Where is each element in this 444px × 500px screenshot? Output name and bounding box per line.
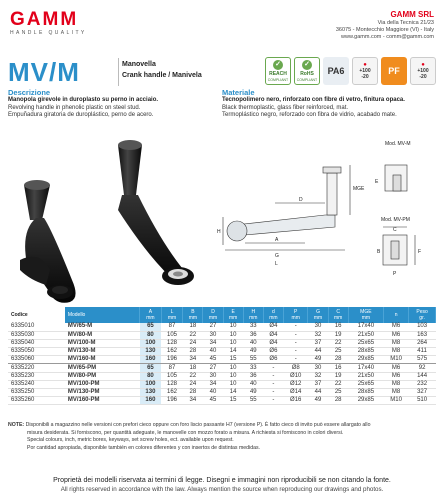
- dim-c: C: [393, 227, 397, 233]
- table-cell: 15: [223, 356, 243, 364]
- table-cell: 6335030: [8, 331, 65, 339]
- table-cell: 28: [328, 356, 348, 364]
- table-cell: 162: [161, 348, 183, 356]
- table-cell: MV/160-M: [65, 356, 140, 364]
- column-header-label: H: [251, 309, 256, 315]
- description-en: Revolving handle in phenolic plastic on steel stud.: [8, 104, 141, 111]
- table-cell: 19: [328, 331, 348, 339]
- company-block: [336, 10, 434, 41]
- table-cell: 6335250: [8, 389, 65, 397]
- footer: [0, 476, 444, 494]
- table-cell: 130: [140, 389, 162, 397]
- reach-sublabel: COMPLIANT: [267, 77, 289, 82]
- table-cell: 232: [409, 380, 436, 388]
- notes-block: [8, 422, 436, 452]
- table-cell: 28: [328, 397, 348, 405]
- table-cell: MV/65-PM: [65, 364, 140, 372]
- column-header-unit: mm: [228, 315, 238, 321]
- note-label: NOTE:: [8, 422, 25, 428]
- check-icon: ✓: [273, 60, 283, 70]
- product-name-it: Manovella: [122, 61, 156, 68]
- column-header-label: Modello: [67, 312, 86, 318]
- column-header: [263, 307, 283, 323]
- table-cell: 49: [243, 348, 263, 356]
- mod-pm-label: Mod. MV-PM: [381, 217, 410, 223]
- product-photo: [10, 130, 210, 310]
- table-cell: 16: [328, 323, 348, 331]
- table-cell: Ø4: [263, 323, 283, 331]
- table-cell: 28: [183, 348, 203, 356]
- table-cell: 264: [409, 339, 436, 347]
- product-names: [122, 59, 202, 81]
- column-header: [409, 307, 436, 323]
- table-cell: M8: [384, 339, 409, 347]
- table-cell: 36: [243, 331, 263, 339]
- dim-p: P: [393, 271, 397, 277]
- column-header-label: A: [148, 309, 153, 315]
- column-header-label: C: [336, 309, 340, 315]
- column-header-label: MGE: [360, 309, 372, 315]
- table-cell: 10: [223, 331, 243, 339]
- table-cell: 65: [140, 323, 162, 331]
- column-header-label: L: [170, 309, 174, 315]
- table-cell: -: [263, 364, 283, 372]
- table-cell: M6: [384, 372, 409, 380]
- note-line-3: Special colours, inch, metric bores, keyways, set screw holes, ect. available upon request.: [27, 437, 234, 444]
- column-header: [140, 307, 162, 323]
- table-cell: 6335050: [8, 348, 65, 356]
- table-cell: -: [284, 356, 308, 364]
- material-es: Termoplástico negro, reforzado con fibra de vidrio, acabado mate.: [222, 112, 397, 118]
- table-cell: 44: [308, 389, 328, 397]
- table-cell: M10: [384, 397, 409, 405]
- column-header: [328, 307, 348, 323]
- technical-drawing: [215, 135, 437, 305]
- table-cell: 15: [223, 397, 243, 405]
- table-cell: 25x65: [348, 339, 383, 347]
- table-cell: 87: [161, 323, 183, 331]
- table-cell: Ø12: [284, 380, 308, 388]
- column-header-label: D: [211, 309, 215, 315]
- temp-min: -20: [361, 74, 369, 80]
- temperature-badge: [352, 57, 378, 85]
- table-cell: 49: [243, 389, 263, 397]
- company-address-2: 36075 - Montecchio Maggiore (VI) - Italy: [335, 27, 434, 33]
- table-cell: 40: [243, 380, 263, 388]
- table-cell: M8: [384, 380, 409, 388]
- table-cell: 25: [328, 348, 348, 356]
- table-cell: 22: [183, 331, 203, 339]
- table-cell: M8: [384, 348, 409, 356]
- table-cell: 10: [223, 364, 243, 372]
- description-it: Manopola girevole in duroplasto su perno in acciaio.: [8, 97, 159, 103]
- table-cell: 28: [183, 389, 203, 397]
- description-block: [8, 88, 218, 120]
- table-cell: 30: [308, 323, 328, 331]
- table-cell: 18: [183, 364, 203, 372]
- table-cell: 24: [183, 380, 203, 388]
- table-cell: 144: [409, 372, 436, 380]
- table-cell: 25x65: [348, 380, 383, 388]
- table-cell: Ø16: [284, 397, 308, 405]
- column-header-unit: mm: [361, 315, 371, 321]
- table-cell: 21x50: [348, 372, 383, 380]
- table-cell: 160: [140, 356, 162, 364]
- column-header-unit: mm: [249, 315, 258, 321]
- note-line-4: Por cantidad apropiada, disponible también en colores diferentes y con insertos de distintas medidas.: [27, 444, 260, 451]
- table-cell: 10: [223, 323, 243, 331]
- column-header-unit: mm: [291, 315, 300, 321]
- table-cell: 37: [308, 339, 328, 347]
- column-header: [183, 307, 203, 323]
- table-cell: 105: [161, 372, 183, 380]
- dim-g: G: [275, 253, 279, 259]
- table-row: [8, 397, 436, 405]
- table-cell: MV/65-M: [65, 323, 140, 331]
- table-cell: 162: [161, 389, 183, 397]
- gamm-logo: [10, 10, 87, 36]
- table-cell: 130: [140, 348, 162, 356]
- table-cell: 10: [223, 339, 243, 347]
- table-cell: M6: [384, 331, 409, 339]
- column-header-label: P: [294, 309, 298, 315]
- table-body: [8, 323, 436, 405]
- column-header-unit: mm: [269, 315, 278, 321]
- column-header: [348, 307, 383, 323]
- rohs-badge: [294, 57, 320, 85]
- table-cell: Ø14: [284, 389, 308, 397]
- check-icon: ✓: [302, 60, 312, 70]
- column-header-unit: mm: [167, 315, 177, 321]
- table-cell: 510: [409, 397, 436, 405]
- table-row: [8, 323, 436, 331]
- table-cell: 34: [203, 380, 223, 388]
- table-cell: 128: [161, 380, 183, 388]
- table-cell: 6335220: [8, 364, 65, 372]
- table-cell: 33: [243, 364, 263, 372]
- table-cell: 100: [140, 339, 162, 347]
- table-cell: 29x85: [348, 397, 383, 405]
- table-row: [8, 348, 436, 356]
- table-cell: 37: [308, 380, 328, 388]
- table-cell: 14: [223, 348, 243, 356]
- column-header-label: E: [231, 309, 235, 315]
- table-cell: M6: [384, 323, 409, 331]
- column-header: [243, 307, 263, 323]
- table-cell: 30: [203, 331, 223, 339]
- dim-e: E: [375, 179, 379, 185]
- table-row: [8, 372, 436, 380]
- table-cell: 29x85: [348, 356, 383, 364]
- table-cell: -: [284, 323, 308, 331]
- table-cell: 105: [161, 331, 183, 339]
- table-cell: 40: [203, 389, 223, 397]
- table-header-row: [8, 307, 436, 323]
- material-en: Black thermoplastic, glass fiber reinforced, mat.: [222, 104, 349, 111]
- reach-label: REACH: [269, 70, 287, 77]
- table-cell: 14: [223, 389, 243, 397]
- mod-m-label: Mod. MV-M: [385, 141, 411, 147]
- table-cell: 6335240: [8, 380, 65, 388]
- table-cell: 6335260: [8, 397, 65, 405]
- table-cell: 28x85: [348, 389, 383, 397]
- table-cell: Ø4: [263, 331, 283, 339]
- table-cell: -: [263, 380, 283, 388]
- table-cell: 19: [328, 372, 348, 380]
- thermometer-icon: ●: [421, 62, 425, 68]
- table-cell: -: [263, 372, 283, 380]
- table-cell: 22: [328, 380, 348, 388]
- table-cell: 10: [223, 372, 243, 380]
- dim-b: B: [377, 249, 381, 255]
- column-header: [384, 307, 409, 323]
- column-header-label: G: [316, 309, 320, 315]
- table-cell: 575: [409, 356, 436, 364]
- table-cell: 45: [203, 356, 223, 364]
- column-header-unit: mm: [313, 315, 323, 321]
- table-row: [8, 389, 436, 397]
- table-cell: 25: [328, 389, 348, 397]
- reach-badge: [265, 57, 291, 85]
- column-header: [284, 307, 308, 323]
- table-cell: 327: [409, 389, 436, 397]
- table-cell: M8: [384, 389, 409, 397]
- dim-a: A: [275, 237, 279, 243]
- table-cell: 128: [161, 339, 183, 347]
- column-header-unit: mm: [333, 315, 343, 321]
- table-cell: 34: [183, 397, 203, 405]
- table-cell: -: [284, 331, 308, 339]
- dim-mge: MGE: [353, 186, 365, 192]
- table-cell: 49: [308, 397, 328, 405]
- description-heading: Descrizione: [8, 88, 51, 97]
- table-cell: 92: [409, 364, 436, 372]
- company-address-1: Via della Tecnica 21/23: [377, 20, 434, 26]
- table-cell: 40: [203, 348, 223, 356]
- table-cell: Ø6: [263, 356, 283, 364]
- table-cell: 49: [308, 356, 328, 364]
- code-column-header: Codice: [8, 307, 65, 323]
- table-cell: 17x40: [348, 364, 383, 372]
- table-cell: 33: [243, 323, 263, 331]
- table-cell: MV/100-M: [65, 339, 140, 347]
- description-es: Empuñadura girat​oria de duroplástico, perno de acero.: [8, 112, 154, 118]
- table-row: [8, 339, 436, 347]
- table-cell: MV/130-PM: [65, 389, 140, 397]
- table-cell: 163: [409, 331, 436, 339]
- specifications-table: [8, 307, 436, 405]
- temperature-badge-2: [410, 57, 436, 85]
- table-row: [8, 364, 436, 372]
- table-cell: MV/160-PM: [65, 397, 140, 405]
- dim-f: F: [418, 249, 422, 255]
- dim-l: L: [275, 261, 278, 267]
- crank-handle-pm: [118, 140, 194, 285]
- table-cell: 44: [308, 348, 328, 356]
- logo-tagline: HANDLE QUALITY: [10, 30, 87, 36]
- column-header: [203, 307, 223, 323]
- table-cell: 34: [183, 356, 203, 364]
- table-cell: 18: [183, 323, 203, 331]
- thermometer-icon: ●: [363, 62, 367, 68]
- column-header: [223, 307, 243, 323]
- column-header-label: Peso: [416, 309, 428, 315]
- column-header: [308, 307, 328, 323]
- table-cell: 65: [140, 364, 162, 372]
- table-cell: MV/80-M: [65, 331, 140, 339]
- table-cell: 196: [161, 356, 183, 364]
- dim-h: H: [217, 229, 221, 235]
- column-header-label: B: [191, 309, 195, 315]
- table-cell: 100: [140, 380, 162, 388]
- table-cell: 6335060: [8, 356, 65, 364]
- table-row: [8, 380, 436, 388]
- table-cell: 160: [140, 397, 162, 405]
- material-it: Tecnopolimero nero, rinforzato con fibre di vetro, finitura opaca.: [222, 97, 405, 103]
- pa6-badge: PA6: [323, 57, 349, 85]
- material-block: [222, 88, 432, 120]
- footer-line-1: Proprietà dei modelli riservata ai termini di legge. Disegni e immagini non riproducibili se non citando la fonte.: [53, 477, 391, 484]
- table-cell: -: [284, 339, 308, 347]
- table-cell: Ø8: [284, 364, 308, 372]
- table-cell: 34: [203, 339, 223, 347]
- table-cell: -: [263, 397, 283, 405]
- product-name-en: Crank handle / Manivela: [122, 72, 202, 79]
- column-header-unit: mm: [208, 315, 218, 321]
- footer-line-2: All rights reserved in accordance with the law. Always mention the source when reproducing our drawings and photos.: [60, 486, 384, 493]
- table-cell: MV/100-PM: [65, 380, 140, 388]
- column-header-label: n: [394, 312, 398, 318]
- table-cell: 32: [308, 372, 328, 380]
- table-cell: 45: [203, 397, 223, 405]
- table-cell: 16: [328, 364, 348, 372]
- table-cell: 6335230: [8, 372, 65, 380]
- table-cell: 30: [203, 372, 223, 380]
- table-cell: 28x85: [348, 348, 383, 356]
- table-cell: MV/80-PM: [65, 372, 140, 380]
- table-cell: M10: [384, 356, 409, 364]
- company-name: GAMM SRL: [390, 10, 434, 19]
- table-cell: 30: [308, 364, 328, 372]
- table-cell: 6335010: [8, 323, 65, 331]
- table-row: [8, 331, 436, 339]
- table-cell: 17x40: [348, 323, 383, 331]
- title-divider: [118, 58, 119, 86]
- table-cell: 10: [223, 380, 243, 388]
- table-cell: Ø10: [284, 372, 308, 380]
- table-cell: Ø6: [263, 348, 283, 356]
- table-cell: 21x50: [348, 331, 383, 339]
- note-line-1: Disponibili a magazzino nelle versioni con prefori cieco oppure con foro liscio passante H7 (versione P). È fatto cieco di invito può essere allargato allo: [25, 422, 371, 428]
- column-header-unit: mm: [146, 315, 155, 321]
- table-cell: 27: [203, 364, 223, 372]
- table-cell: 6335040: [8, 339, 65, 347]
- table-cell: 22: [328, 339, 348, 347]
- certification-badges: [265, 57, 436, 85]
- column-header-unit: gr.: [419, 315, 425, 321]
- table-row: [8, 356, 436, 364]
- rohs-label: RoHS: [300, 70, 314, 77]
- dim-d: D: [299, 197, 303, 203]
- temp2-min: -20: [419, 74, 427, 80]
- table-cell: Ø4: [263, 339, 283, 347]
- column-header: [161, 307, 183, 323]
- logo-wordmark: GAMM: [10, 9, 79, 30]
- table-cell: -: [263, 389, 283, 397]
- table-cell: 55: [243, 397, 263, 405]
- product-code: MV/M: [8, 57, 80, 87]
- table-cell: 196: [161, 397, 183, 405]
- rohs-sublabel: COMPLIANT: [296, 77, 318, 82]
- table-cell: 36: [243, 372, 263, 380]
- table-cell: -: [284, 348, 308, 356]
- table-cell: 22: [183, 372, 203, 380]
- table-cell: 103: [409, 323, 436, 331]
- table-cell: 55: [243, 356, 263, 364]
- table-cell: MV/130-M: [65, 348, 140, 356]
- table-cell: 40: [243, 339, 263, 347]
- table-cell: 80: [140, 331, 162, 339]
- pf-badge: PF: [381, 57, 407, 85]
- table-cell: M6: [384, 364, 409, 372]
- column-header-label: d: [272, 309, 275, 315]
- company-contact[interactable]: www.gamm.com - comm@gamm.com: [341, 34, 434, 40]
- note-line-2: misura desiderata. Si forniscono, per quantità adeguate, le manovelle con mozzo forato a misura. A richiesta si forniscono in colori diversi.: [27, 429, 344, 436]
- temp2-max: +100: [417, 68, 429, 74]
- crank-handle-m: [20, 180, 76, 303]
- table-cell: 411: [409, 348, 436, 356]
- column-header: [65, 307, 140, 323]
- table-cell: 24: [183, 339, 203, 347]
- table-cell: 87: [161, 364, 183, 372]
- column-header-unit: mm: [188, 315, 198, 321]
- material-heading: Materiale: [222, 88, 255, 97]
- table-cell: 27: [203, 323, 223, 331]
- temp-max: +100: [359, 68, 371, 74]
- table-cell: 80: [140, 372, 162, 380]
- table-cell: 32: [308, 331, 328, 339]
